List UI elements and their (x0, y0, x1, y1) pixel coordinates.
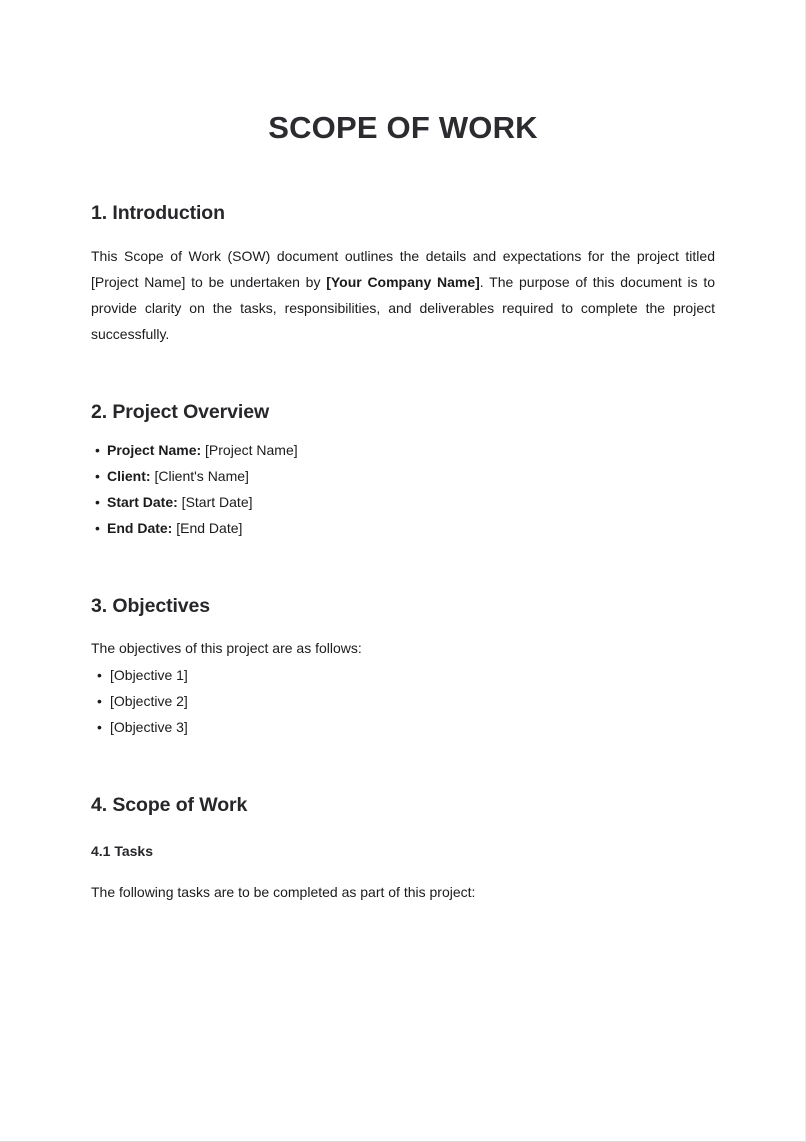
project-overview-list (91, 437, 715, 541)
subsection-heading-tasks: 4.1 Tasks (91, 842, 154, 859)
document-content (91, 0, 715, 905)
list-item-value: [Start Date] (177, 493, 253, 510)
list-item: • [Objective 2] (94, 688, 715, 714)
list-item (92, 463, 715, 489)
section-objectives (91, 594, 715, 740)
section-project-overview (91, 400, 715, 541)
spacer (91, 425, 715, 437)
list-item: • [Objective 3] (94, 714, 715, 740)
list-item-label: Project Name: (107, 441, 202, 458)
list-item-label: End Date: (107, 519, 173, 536)
list-item-label: Start Date: (107, 493, 178, 510)
list-item-label: Client: (107, 467, 151, 484)
list-item-value: [Client's Name] (150, 467, 249, 484)
section-heading-objectives: 3. Objectives (91, 594, 211, 617)
list-item-value: [Project Name] (201, 441, 298, 458)
objectives-list (91, 662, 715, 740)
tasks-intro-text: The following tasks are to be completed as part of this project: (91, 883, 476, 900)
list-item (92, 489, 715, 515)
introduction-company-placeholder: [Your Company Name] (326, 273, 480, 290)
list-item (92, 437, 715, 463)
section-introduction (91, 201, 715, 346)
spacer (91, 860, 715, 879)
list-item: • [Objective 1] (94, 662, 715, 688)
spacer (91, 227, 715, 243)
objectives-intro-text: The objectives of this project are as follows: (91, 640, 362, 657)
list-item (92, 515, 715, 541)
list-item-value: [End Date] (172, 519, 243, 536)
spacer (91, 619, 715, 635)
introduction-text-tail: . The purpose of this document is to provide clarity on the tasks, responsibilities, and deliverables required to complete the project successfully. (91, 273, 716, 342)
page-title: SCOPE OF WORK (268, 110, 538, 145)
spacer (91, 541, 715, 594)
introduction-text-lead: This Scope of Work (SOW) document outlines the details and expectations for the project titled [Project Name] to be undertaken by (91, 247, 715, 290)
spacer (91, 819, 715, 842)
section-heading-project-overview: 2. Project Overview (91, 400, 270, 423)
introduction-paragraph (91, 243, 715, 347)
section-heading-introduction: 1. Introduction (91, 202, 225, 225)
spacer (91, 146, 715, 201)
spacer (91, 347, 715, 400)
section-heading-scope-of-work: 4. Scope of Work (91, 794, 248, 817)
spacer (91, 740, 715, 793)
section-scope-of-work (91, 793, 715, 905)
